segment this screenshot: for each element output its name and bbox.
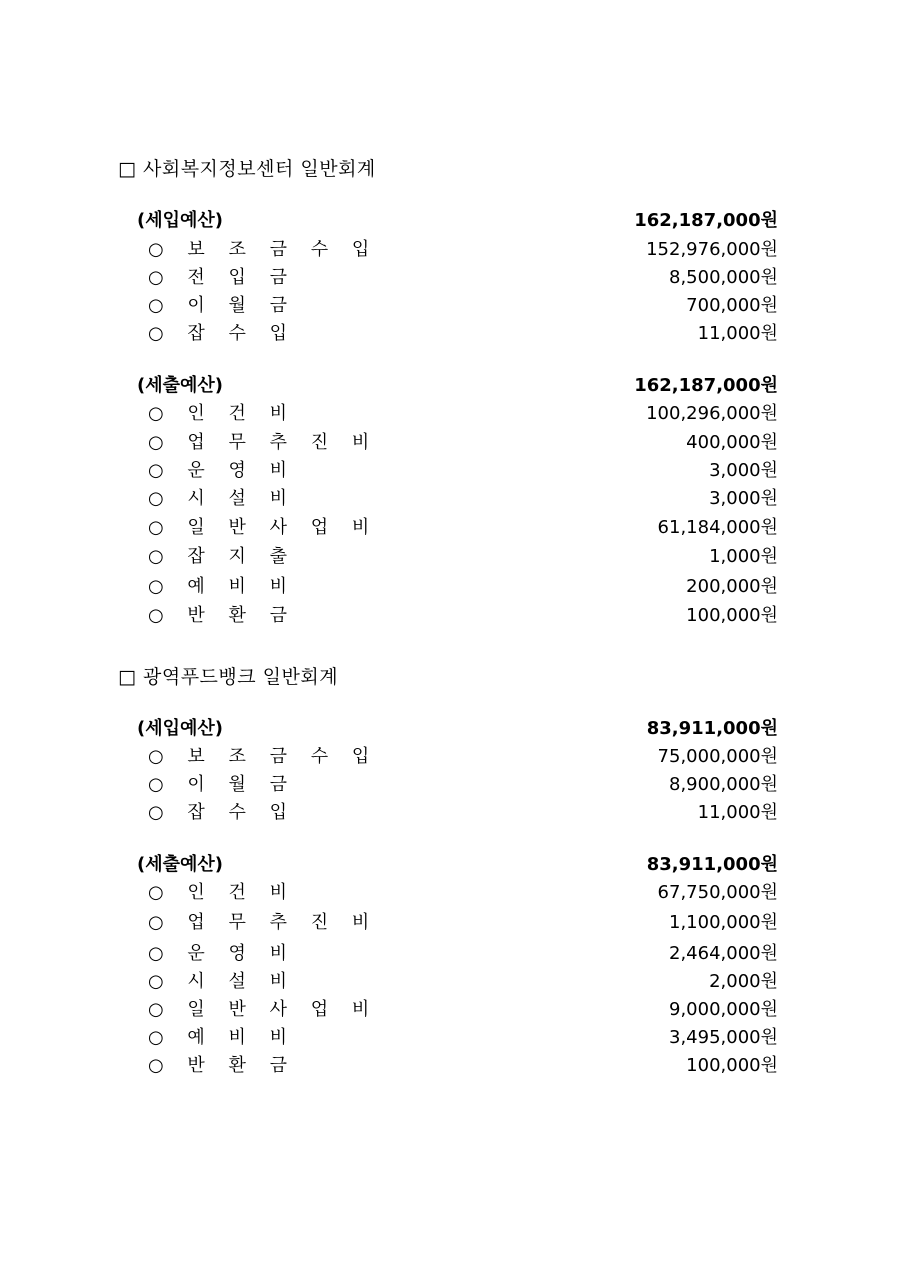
item-amount: 2,464,000원 xyxy=(669,943,778,964)
item-amount: 100,000원 xyxy=(686,605,778,626)
item-amount: 9,000,000원 xyxy=(669,999,778,1020)
item-name: ○ 인 건 비 xyxy=(148,882,297,903)
item-name: ○ 예 비 비 xyxy=(148,1027,297,1048)
item-amount: 61,184,000원 xyxy=(657,517,778,538)
section-title-food-bank: □ 광역푸드뱅크 일반회계 xyxy=(118,666,339,688)
list-item xyxy=(0,572,900,598)
item-name: ○ 반 환 금 xyxy=(148,605,297,626)
item-amount: 8,500,000원 xyxy=(669,267,778,288)
item-amount: 200,000원 xyxy=(686,576,778,597)
item-amount: 75,000,000원 xyxy=(657,746,778,767)
list-item xyxy=(0,878,900,904)
item-amount: 3,495,000원 xyxy=(669,1027,778,1048)
expense-budget-total: 162,187,000원 xyxy=(634,375,778,396)
list-item xyxy=(0,428,900,454)
item-amount: 2,000원 xyxy=(709,971,778,992)
income-budget-total: 162,187,000원 xyxy=(634,210,778,231)
list-item xyxy=(0,542,900,568)
item-amount: 400,000원 xyxy=(686,432,778,453)
list-item xyxy=(0,742,900,768)
income-budget-label: (세입예산) xyxy=(137,718,224,739)
item-name: ○ 일 반 사 업 비 xyxy=(148,517,379,538)
list-item xyxy=(0,484,900,510)
expense-budget-label: (세출예산) xyxy=(137,854,224,875)
item-amount: 152,976,000원 xyxy=(646,239,778,260)
list-item xyxy=(0,513,900,539)
list-item xyxy=(0,319,900,345)
list-item xyxy=(0,1051,900,1077)
list-item xyxy=(0,263,900,289)
income-budget-header xyxy=(0,206,900,232)
income-budget-total: 83,911,000원 xyxy=(646,718,778,739)
item-amount: 700,000원 xyxy=(686,295,778,316)
list-item xyxy=(0,908,900,934)
list-item xyxy=(0,798,900,824)
item-name: ○ 업 무 추 진 비 xyxy=(148,912,379,933)
item-name: ○ 인 건 비 xyxy=(148,403,297,424)
item-name: ○ 보 조 금 수 입 xyxy=(148,746,379,767)
income-budget-label: (세입예산) xyxy=(137,210,224,231)
item-amount: 8,900,000원 xyxy=(669,774,778,795)
item-amount: 3,000원 xyxy=(709,488,778,509)
item-name: ○ 업 무 추 진 비 xyxy=(148,432,379,453)
list-item xyxy=(0,967,900,993)
item-name: ○ 보 조 금 수 입 xyxy=(148,239,379,260)
item-name: ○ 이 월 금 xyxy=(148,295,297,316)
item-name: ○ 반 환 금 xyxy=(148,1055,297,1076)
item-amount: 67,750,000원 xyxy=(657,882,778,903)
item-name: ○ 잡 수 입 xyxy=(148,802,297,823)
list-item xyxy=(0,770,900,796)
item-amount: 3,000원 xyxy=(709,460,778,481)
item-name: ○ 예 비 비 xyxy=(148,576,297,597)
expense-budget-header xyxy=(0,371,900,397)
item-name: ○ 잡 지 출 xyxy=(148,546,297,567)
list-item xyxy=(0,456,900,482)
item-name: ○ 운 영 비 xyxy=(148,460,297,481)
expense-budget-label: (세출예산) xyxy=(137,375,224,396)
item-amount: 11,000원 xyxy=(697,802,778,823)
item-name: ○ 잡 수 입 xyxy=(148,323,297,344)
list-item xyxy=(0,235,900,261)
item-amount: 100,296,000원 xyxy=(646,403,778,424)
list-item xyxy=(0,291,900,317)
list-item xyxy=(0,939,900,965)
expense-budget-total: 83,911,000원 xyxy=(646,854,778,875)
list-item xyxy=(0,399,900,425)
item-amount: 1,100,000원 xyxy=(669,912,778,933)
section-title-welfare-center: □ 사회복지정보센터 일반회계 xyxy=(118,158,376,180)
list-item xyxy=(0,995,900,1021)
item-amount: 1,000원 xyxy=(709,546,778,567)
list-item xyxy=(0,1023,900,1049)
item-amount: 11,000원 xyxy=(697,323,778,344)
income-budget-header xyxy=(0,714,900,740)
item-name: ○ 시 설 비 xyxy=(148,488,297,509)
item-amount: 100,000원 xyxy=(686,1055,778,1076)
item-name: ○ 이 월 금 xyxy=(148,774,297,795)
list-item xyxy=(0,601,900,627)
expense-budget-header xyxy=(0,850,900,876)
item-name: ○ 전 입 금 xyxy=(148,267,297,288)
item-name: ○ 운 영 비 xyxy=(148,943,297,964)
item-name: ○ 일 반 사 업 비 xyxy=(148,999,379,1020)
item-name: ○ 시 설 비 xyxy=(148,971,297,992)
